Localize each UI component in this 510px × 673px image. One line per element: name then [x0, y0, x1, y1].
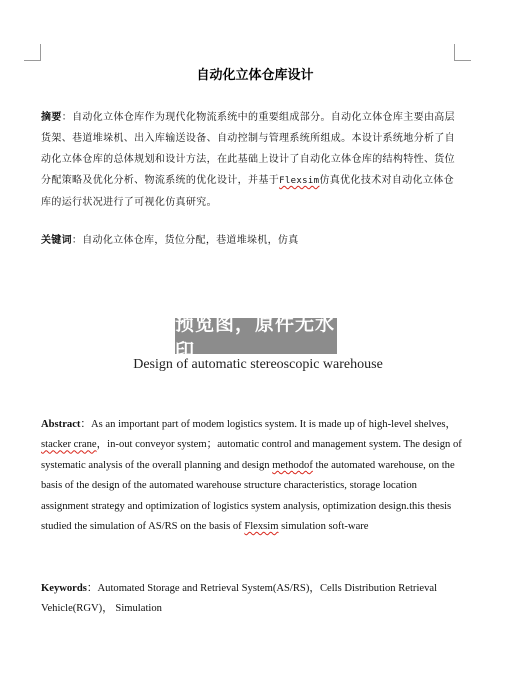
english-abstract-part-3: the automated warehouse, on the basis of the design of the automated warehouse structure characteristics, storage location assignment strategy and optimization of logistics system analysis, optimization design.this thesis studied the simulation of AS/RS on the basis of	[41, 459, 455, 533]
english-keywords-text: Automated Storage and Retrieval System(AS/RS)，Cells Distribution Retrieval Vehicle(RGV)， Simulation	[41, 583, 438, 615]
chinese-abstract	[41, 107, 463, 213]
chinese-abstract-colon: ：	[61, 112, 73, 123]
english-abstract-methodof: methodof	[272, 459, 313, 471]
english-abstract-part-2: ，in-out conveyor system；automatic control and management system. The design of systematic analysis of the overall planning and design	[41, 439, 462, 471]
english-abstract-label: Abstract	[41, 419, 81, 430]
top-right-margin-mark	[454, 44, 471, 61]
english-abstract-part-1: As an important part of modem logistics system. It is made up of high-level shelves，	[91, 419, 457, 430]
chinese-abstract-text-2: 仿真优化技术对自动化立体仓库的运行状况进行了可视化仿真研究。	[41, 175, 455, 208]
preview-watermark: 预览图，原件无水印	[175, 313, 336, 362]
english-keywords-colon: ：	[86, 583, 98, 594]
chinese-abstract-label: 摘要	[41, 112, 62, 123]
english-keywords	[41, 579, 465, 620]
chinese-title: 自动化立体仓库设计	[196, 68, 314, 83]
chinese-keywords-colon: ：	[71, 235, 83, 246]
english-abstract-flexsim: Flexsim	[244, 521, 279, 533]
chinese-abstract-flexsim: Flexsim	[279, 176, 320, 186]
english-abstract-colon: ：	[80, 419, 92, 430]
english-abstract-stacker-crane: stacker crane	[41, 439, 97, 451]
chinese-keywords	[41, 232, 463, 250]
chinese-abstract-text-1: 自动化立体仓库作为现代化物流系统中的重要组成部分。自动化立体仓库主要由高层货架、巷道堆垛机、出入库输送设备、自动控制与管理系统所组成。本设计系统地分析了自动化立体仓库的总体规划和设计方法，在此基础上设计了自动化立体仓库的结构特性、货位分配策略及优化分析、物流系统的优化设计，并基于	[41, 112, 456, 186]
english-abstract	[41, 415, 465, 537]
top-left-margin-mark	[24, 44, 41, 61]
chinese-keywords-text: 自动化立体仓库，货位分配，巷道堆垛机，仿真	[82, 235, 299, 246]
english-title: Design of automatic stereoscopic warehouse	[133, 357, 383, 372]
english-keywords-label: Keywords	[41, 583, 87, 594]
english-abstract-part-4: simulation soft-ware	[278, 521, 369, 533]
chinese-keywords-label: 关键词	[41, 235, 72, 246]
